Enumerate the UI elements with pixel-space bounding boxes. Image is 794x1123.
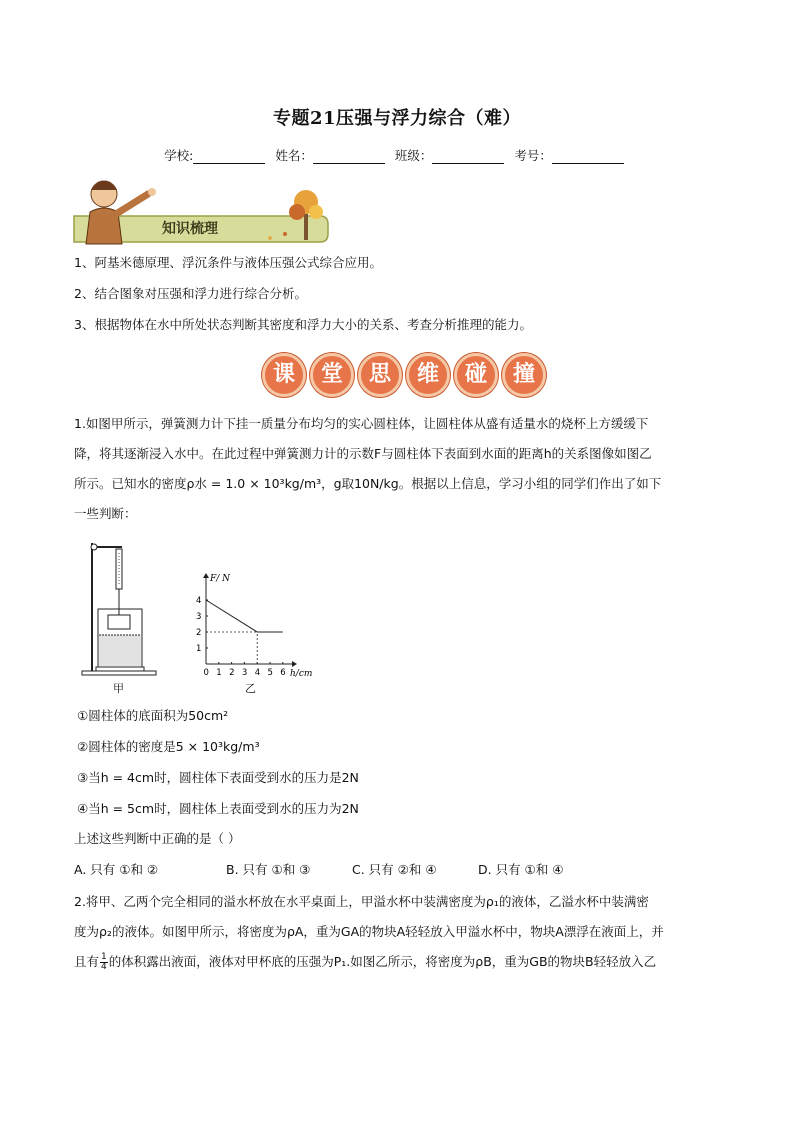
q2-text xyxy=(74,887,722,977)
statement-text-4: 当h = 5cm时，圆柱体上表面受到水的压力为2N xyxy=(88,801,359,816)
statement-text-3: 当h = 4cm时，圆柱体下表面受到水的压力是2N xyxy=(88,770,359,785)
statement-text-2: 圆柱体的密度是5 × 10³kg/m³ xyxy=(88,739,260,754)
school-field[interactable] xyxy=(193,151,265,164)
series-line-1 xyxy=(206,600,283,632)
statement-mark-1: ① xyxy=(77,708,89,723)
spring-scale-apparatus-illustration xyxy=(80,535,160,697)
figure-a-label: 甲 xyxy=(113,682,124,695)
knowledge-point-2: 2、结合图象对压强和浮力进行综合分析。 xyxy=(74,286,307,301)
number-field[interactable] xyxy=(552,151,624,164)
statement-mark-4: ④ xyxy=(77,801,89,816)
q2-line-1: 2.将甲、乙两个完全相同的溢水杯放在水平桌面上，甲溢水杯中装满密度为ρ₁的液体，乙溢水杯中装满密 xyxy=(74,894,649,909)
figure-b-label: 乙 xyxy=(245,682,256,695)
name-field[interactable] xyxy=(313,151,385,164)
x-axis-label: h/cm xyxy=(290,669,313,679)
statement-4 xyxy=(77,799,359,819)
q2-line-3a: 且有 xyxy=(74,954,100,969)
y-tick-label-3: 3 xyxy=(196,612,202,622)
q1-line-2: 降，将其逐渐浸入水中。在此过程中弹簧测力计的示数F与圆柱体下表面到水面的距离h的关系图像如图乙 xyxy=(74,446,652,461)
banner-char-5: 碰 xyxy=(454,353,498,397)
x-tick-label-1: 1 xyxy=(216,668,222,678)
fraction xyxy=(100,953,108,972)
statement-2 xyxy=(77,737,260,757)
student-info-line xyxy=(0,146,794,164)
number-label: 考号： xyxy=(514,148,552,163)
q2-line-3 xyxy=(74,947,722,977)
y-axis-label: F/ N xyxy=(210,574,231,584)
x-tick-label-2: 2 xyxy=(229,668,235,678)
x-axis-arrow xyxy=(292,661,297,667)
x-tick-label-6: 6 xyxy=(280,668,286,678)
class-label: 班级： xyxy=(394,148,433,163)
y-axis-arrow xyxy=(203,573,209,578)
banner-char-2: 堂 xyxy=(310,353,354,397)
option-c[interactable]: C. 只有 ②和 ④ xyxy=(352,862,437,877)
banner-char-1: 课 xyxy=(262,353,306,397)
banner-char-4: 维 xyxy=(406,353,450,397)
y-tick-label-1: 1 xyxy=(196,644,202,654)
knowledge-point-3: 3、根据物体在水中所处状态判断其密度和浮力大小的关系、考查分析推理的能力。 xyxy=(74,317,532,332)
banner-char-6: 撞 xyxy=(502,353,546,397)
y-tick-label-4: 4 xyxy=(196,596,202,606)
school-label: 学校: xyxy=(164,148,194,163)
q1-text xyxy=(74,409,722,529)
knowledge-banner xyxy=(70,172,332,248)
q1-line-3: 所示。已知水的密度ρ水 = 1.0 × 10³kg/m³，g取10N/kg。根据以上信息，学习小组的同学们作出了如下 xyxy=(74,476,662,491)
name-label: 姓名： xyxy=(275,148,313,163)
page-title: 专题21压强与浮力综合（难） xyxy=(272,108,522,129)
q1-line-4: 一些判断： xyxy=(74,506,137,521)
force-depth-chart xyxy=(192,572,322,696)
fraction-denominator: 4 xyxy=(101,962,107,972)
x-tick-label-0: 0 xyxy=(203,668,209,678)
figure-apparatus xyxy=(80,535,160,697)
x-tick-label-3: 3 xyxy=(241,668,248,678)
q2-line-2: 度为ρ₂的液体。如图甲所示，将密度为ρA，重为GA的物块A轻轻放入甲溢水杯中，物块A漂浮在液面上，并 xyxy=(74,924,664,939)
option-a[interactable]: A. 只有 ①和 ② xyxy=(74,862,159,877)
q1-line-1: 1.如图甲所示，弹簧测力计下挂一质量分布均匀的实心圆柱体，让圆柱体从盛有适量水的烧杯上方缓缓下 xyxy=(74,416,649,431)
option-d[interactable]: D. 只有 ①和 ④ xyxy=(478,862,564,877)
banner-char-3: 思 xyxy=(358,353,402,397)
statement-mark-2: ② xyxy=(77,739,89,754)
knowledge-point-1: 1、阿基米德原理、浮沉条件与液体压强公式综合应用。 xyxy=(74,255,382,270)
y-tick-label-2: 2 xyxy=(196,628,202,638)
fraction-numerator: 1 xyxy=(101,952,107,962)
statement-mark-3: ③ xyxy=(77,770,89,785)
banner-title: 知识梳理 xyxy=(162,221,218,237)
class-thinking-banner xyxy=(262,353,550,397)
statement-1 xyxy=(77,706,228,726)
figure-graph xyxy=(192,572,322,696)
option-b[interactable]: B. 只有 ①和 ③ xyxy=(226,862,311,877)
class-field[interactable] xyxy=(432,151,504,164)
q2-line-3b: 的体积露出液面，液体对甲杯底的压强为P₁.如图乙所示，将密度为ρB，重为GB的物块B轻轻放入乙 xyxy=(108,954,657,969)
x-tick-label-4: 4 xyxy=(254,668,261,678)
q1-question: 上述这些判断中正确的是（ ） xyxy=(74,831,241,846)
statement-3 xyxy=(77,768,359,788)
x-tick-label-5: 5 xyxy=(267,668,273,678)
statement-text-1: 圆柱体的底面积为50cm² xyxy=(88,708,229,723)
